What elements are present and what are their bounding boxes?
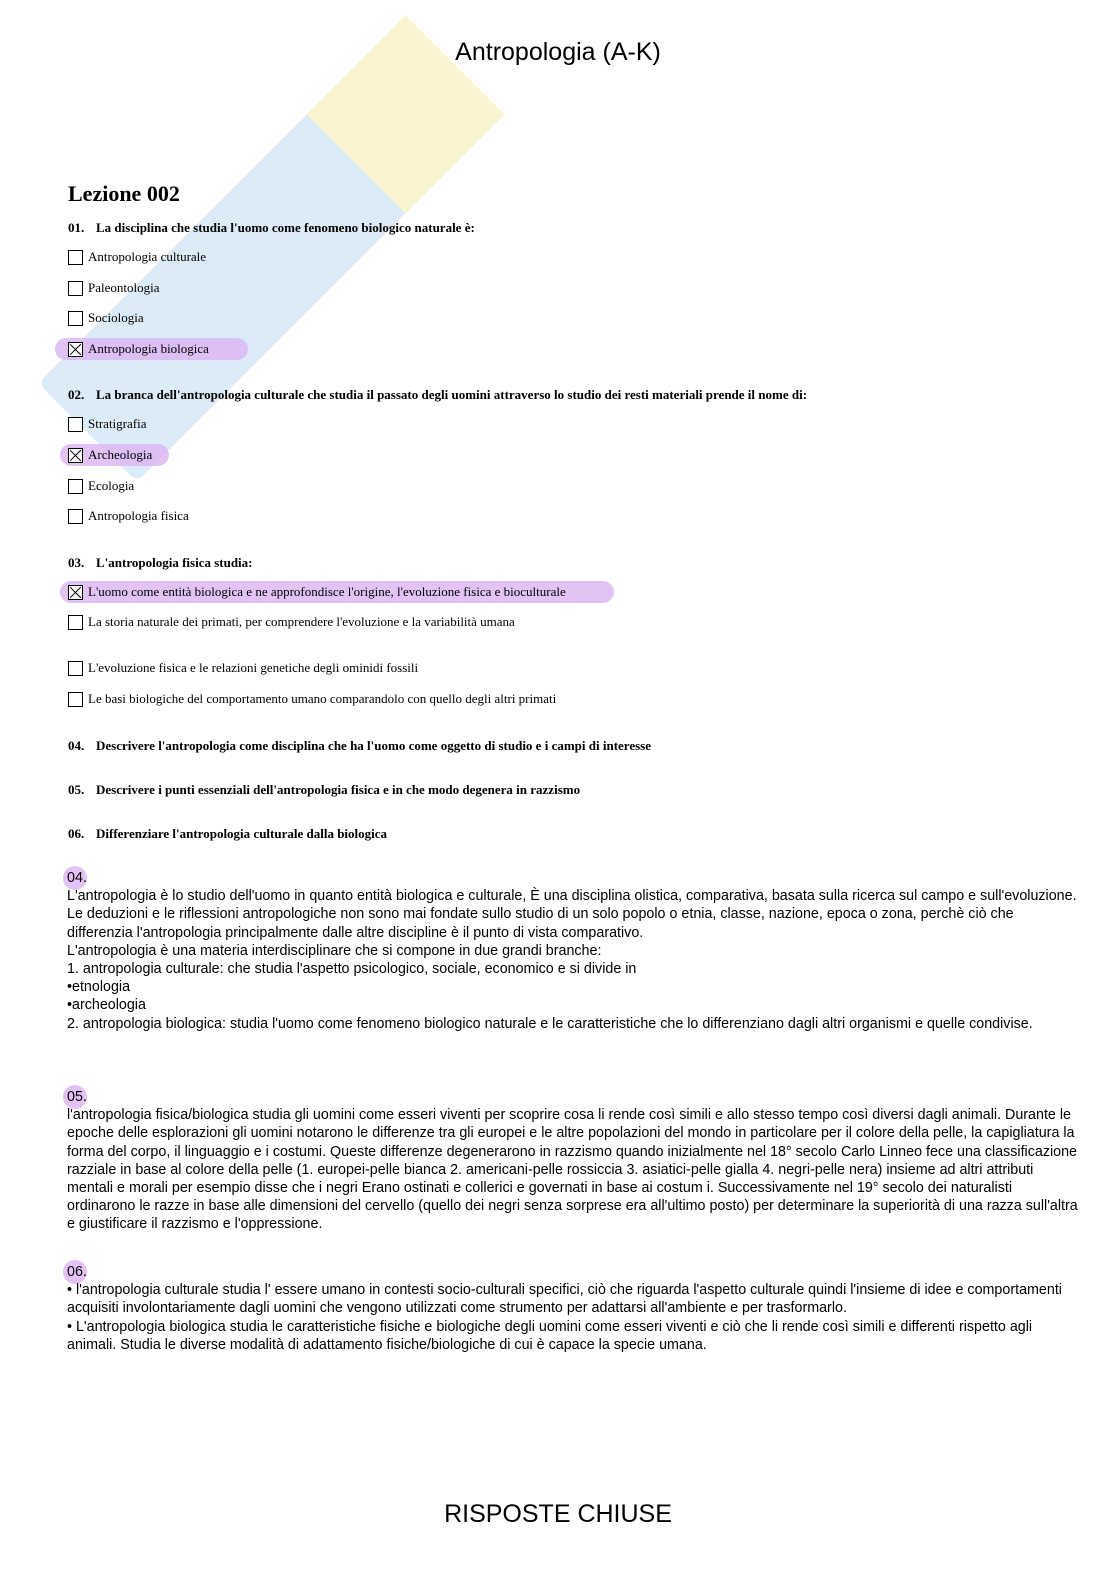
checkbox[interactable] — [68, 250, 83, 265]
checkbox[interactable] — [68, 661, 83, 676]
question-05: 05. Descrivere i punti essenziali dell'antropologia fisica e in che modo degenera in razzismo — [68, 782, 581, 797]
answer-05: 05. l'antropologia fisica/biologica studia gli uomini come esseri viventi per scoprire cosa li rende così simili e allo stesso tempo così diversi dagli animali. Durante le epoche delle esplorazioni gli uomini notarono le differenze tra gli europei e le altre popolazioni del mondo in particolare per il colore della pelle, la capigliatura la forma del corpo, il linguaggio e i costumi. Queste differenze degenerarono in razzismo quando inizialmente nel 18° secolo Carlo Linneo fece una classificazione razziale in base al colore della pelle (1. europei-pelle bianca 2. americani-pelle rossiccia 3. asiatici-pelle gialla 4. negri-pelle nera) insieme ad altri attributi mentali e morali per esempio disse che i negri Erano ostinati e collerici e governati in base ai costum i. Successivamente nel 19° secolo dei naturalisti ordinarono le razze in base alle dimensioni del cervello (quello dei negri senza sorprese era all'ultimo posto) per determinare la superiorità di una razza sull'altra e giustificare il razzismo e l'oppressione. — [67, 1089, 1078, 1233]
answer-06: 06. • l'antropologia culturale studia l' essere umano in contesti socio-culturali specifici, ciò che riguarda l'aspetto culturale quindi l'insieme di idee e comportamenti acquisiti involontariamente dagli uomini che vengono utilizzati come strumento per adattarsi all'ambiente e per trasformarlo. • L'antropologia biologica studia le caratteristiche fisiche e biologiche degli uomini come esseri viventi e ciò che li rende così simili e differenti rispetto agli animali. Studia le diverse modalità di adattamento fisiche/biologiche di cui è capace la specie umana. — [67, 1264, 1062, 1353]
option[interactable]: Ecologia — [68, 476, 134, 496]
checkbox-checked[interactable] — [68, 585, 83, 600]
option[interactable]: Sociologia — [68, 308, 144, 328]
checkbox[interactable] — [68, 509, 83, 524]
question-04: 04. Descrivere l'antropologia come disciplina che ha l'uomo come oggetto di studio e i campi di interesse — [68, 738, 651, 753]
option[interactable]: Antropologia culturale — [68, 247, 206, 267]
checkbox-checked[interactable] — [68, 448, 83, 463]
option-selected[interactable]: Antropologia biologica — [68, 339, 209, 359]
checkbox[interactable] — [68, 281, 83, 296]
option-selected[interactable]: Archeologia — [68, 445, 152, 465]
answer-04: 04. L'antropologia è lo studio dell'uomo in quanto entità biologica e culturale, È una disciplina olistica, comparativa, basata sulla ricerca sul campo e sull'evoluzione. Le deduzioni e le riflessioni antropologiche non sono mai fondate sullo studio di un solo popolo o etnia, classe, nazione, epoca o zona, perchè ciò che differenzia l'antropologia principalmente dalle altre discipline è il punto di vista comparativo. L'antropologia è una materia interdisciplinare che si compone in due grandi branche: 1. antropologia culturale: che studia l'aspetto psicologico, sociale, economico e si divide in •etnologia •archeologia 2. antropologia biologica: studia l'uomo come fenomeno biologico naturale e le caratteristiche che lo differenziano dagli altri organismi e quelle condivise. — [67, 870, 1077, 1032]
option[interactable]: Stratigrafia — [68, 414, 146, 434]
question-03: 03. L'antropologia fisica studia: — [68, 555, 253, 570]
checkbox[interactable] — [68, 692, 83, 707]
question-01: 01. La disciplina che studia l'uomo come fenomeno biologico naturale è: — [68, 220, 475, 235]
option[interactable]: Le basi biologiche del comportamento umano comparandolo con quello degli altri primati — [68, 689, 556, 709]
answer-number: 05. — [67, 1089, 87, 1105]
document-title: Antropologia (A-K) — [455, 38, 661, 66]
option-selected[interactable]: L'uomo come entità biologica e ne approfondisce l'origine, l'evoluzione fisica e bioculturale — [68, 582, 566, 602]
question-02: 02. La branca dell'antropologia culturale che studia il passato degli uomini attraverso lo studio dei resti materiali prende il nome di: — [68, 387, 808, 402]
question-06: 06. Differenziare l'antropologia culturale dalla biologica — [68, 826, 388, 841]
checkbox[interactable] — [68, 311, 83, 326]
checkbox-checked[interactable] — [68, 342, 83, 357]
option[interactable]: L'evoluzione fisica e le relazioni genetiche degli ominidi fossili — [68, 658, 418, 678]
lesson-heading: Lezione 002 — [68, 181, 180, 206]
footer-title: RISPOSTE CHIUSE — [444, 1500, 672, 1528]
option[interactable]: La storia naturale dei primati, per comprendere l'evoluzione e la variabilità umana — [68, 612, 515, 632]
checkbox[interactable] — [68, 479, 83, 494]
checkbox[interactable] — [68, 417, 83, 432]
option[interactable]: Antropologia fisica — [68, 506, 189, 526]
answer-number: 06. — [67, 1264, 87, 1280]
checkbox[interactable] — [68, 615, 83, 630]
option[interactable]: Paleontologia — [68, 278, 160, 298]
answer-number: 04. — [67, 870, 87, 886]
